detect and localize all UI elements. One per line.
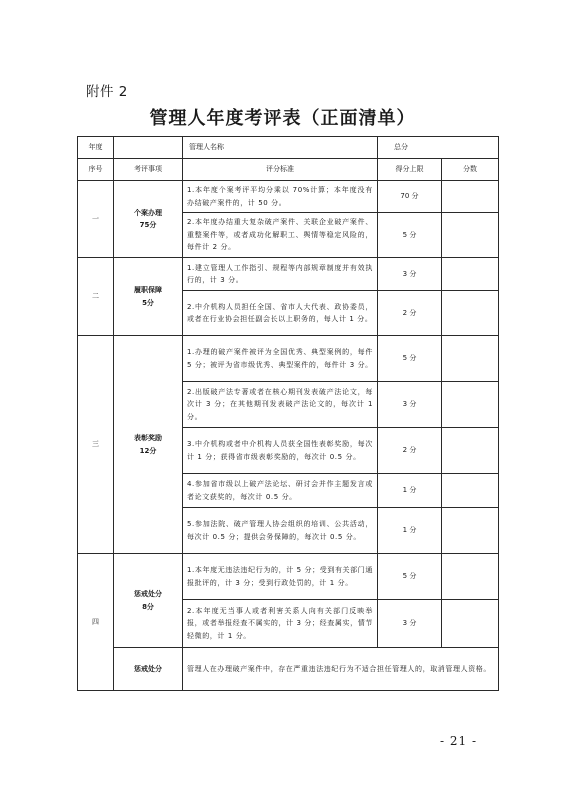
section-3-limit-5: 1 分 [378,508,442,554]
header-score: 分数 [442,159,499,181]
section-2-score-2[interactable] [442,291,499,336]
section-3-limit-2: 3 分 [378,382,442,428]
table-row [78,181,499,213]
section-3-criteria-3: 3.中介机构或者中介机构人员获全国性表彰奖励，每次计 1 分；获得省市级表彰奖励的，每次计 0.5 分。 [183,428,378,474]
section-4-merged-criteria: 管理人在办理破产案件中，存在严重违法违纪行为不适合担任管理人的，取消管理人资格。 [183,648,499,691]
attachment-label: 附件 2 [86,84,128,100]
section-1-seq: 一 [78,181,114,258]
section-3-criteria-2: 2.出版破产法专著或者在核心期刊发表破产法论文，每次计 3 分；在其他期刊发表破产法论文的，每次计 1 分。 [183,382,378,428]
section-4-score-2[interactable] [442,600,499,648]
section-1-limit-2: 5 分 [378,213,442,258]
header-criteria: 评分标准 [183,159,378,181]
section-4-seq: 四 [78,554,114,691]
section-2-criteria-1: 1.建立管理人工作指引、规程等内部规章制度并有效执行的，计 3 分。 [183,258,378,291]
section-3-seq: 三 [78,336,114,554]
section-1-category: 个案办理 75分 [114,181,183,258]
table-row [78,258,499,291]
section-1-criteria-2: 2.本年度办结重大复杂破产案件、关联企业破产案件、重整案件等，或者成功化解职工、舆情等稳定风险的，每件计 2 分。 [183,213,378,258]
section-2-score-1[interactable] [442,258,499,291]
document-title: 管理人年度考评表（正面清单） [149,108,416,129]
section-4-criteria-2: 2.本年度无当事人或者利害关系人向有关部门反映举报，或者举报经查不属实的，计 3 分；经查属实，情节轻微的，计 1 分。 [183,600,378,648]
section-4-category-2: 惩戒处分 [114,648,183,691]
section-4-category-1: 惩戒处分 8分 [114,554,183,648]
section-3-criteria-5: 5.参加法院、破产管理人协会组织的培训、公共活动，每次计 0.5 分；提供会务保障的，每次计 0.5 分。 [183,508,378,554]
header-item: 考评事项 [114,159,183,181]
section-3-limit-4: 1 分 [378,474,442,508]
evaluation-table [77,136,499,691]
section-3-criteria-1: 1.办理的破产案件被评为全国优秀、典型案例的，每件 5 分；被评为省市级优秀、典型案件的，每件计 3 分。 [183,336,378,382]
section-2-category: 履职保障 5分 [114,258,183,336]
section-4-limit-2: 3 分 [378,600,442,648]
page-number: - 21 - [440,734,478,748]
section-3-limit-1: 5 分 [378,336,442,382]
table-row [78,554,499,600]
table-row [78,648,499,691]
section-3-criteria-4: 4.参加省市级以上破产法论坛、研讨会并作主题发言或者论文获奖的，每次计 0.5 分。 [183,474,378,508]
section-3-score-5[interactable] [442,508,499,554]
year-label: 年度 [78,137,114,159]
table-top-row [78,137,499,159]
header-seq: 序号 [78,159,114,181]
table-row [78,336,499,382]
header-upper-limit: 得分上限 [378,159,442,181]
section-1-criteria-1: 1.本年度个案考评平均分乘以 70%计算；本年度没有办结破产案件的，计 50 分。 [183,181,378,213]
section-4-criteria-1: 1.本年度无违法违纪行为的，计 5 分；受到有关部门通报批评的，计 3 分；受到行政处罚的，计 1 分。 [183,554,378,600]
section-4-score-1[interactable] [442,554,499,600]
section-3-category: 表彰奖励 12分 [114,336,183,554]
section-1-score-2[interactable] [442,213,499,258]
section-2-limit-2: 2 分 [378,291,442,336]
total-score-label: 总分 [378,137,499,159]
section-2-limit-1: 3 分 [378,258,442,291]
year-value-cell[interactable] [114,137,183,159]
section-3-score-4[interactable] [442,474,499,508]
section-4-limit-1: 5 分 [378,554,442,600]
section-3-score-3[interactable] [442,428,499,474]
section-1-limit-1: 70 分 [378,181,442,213]
section-2-criteria-2: 2.中介机构人员担任全国、省市人大代表、政协委员，或者在行业协会担任副会长以上职务的，每人计 1 分。 [183,291,378,336]
admin-name-label: 管理人名称 [183,137,378,159]
table-header-row [78,159,499,181]
section-3-score-2[interactable] [442,382,499,428]
section-3-limit-3: 2 分 [378,428,442,474]
section-3-score-1[interactable] [442,336,499,382]
section-2-seq: 二 [78,258,114,336]
section-1-score-1[interactable] [442,181,499,213]
